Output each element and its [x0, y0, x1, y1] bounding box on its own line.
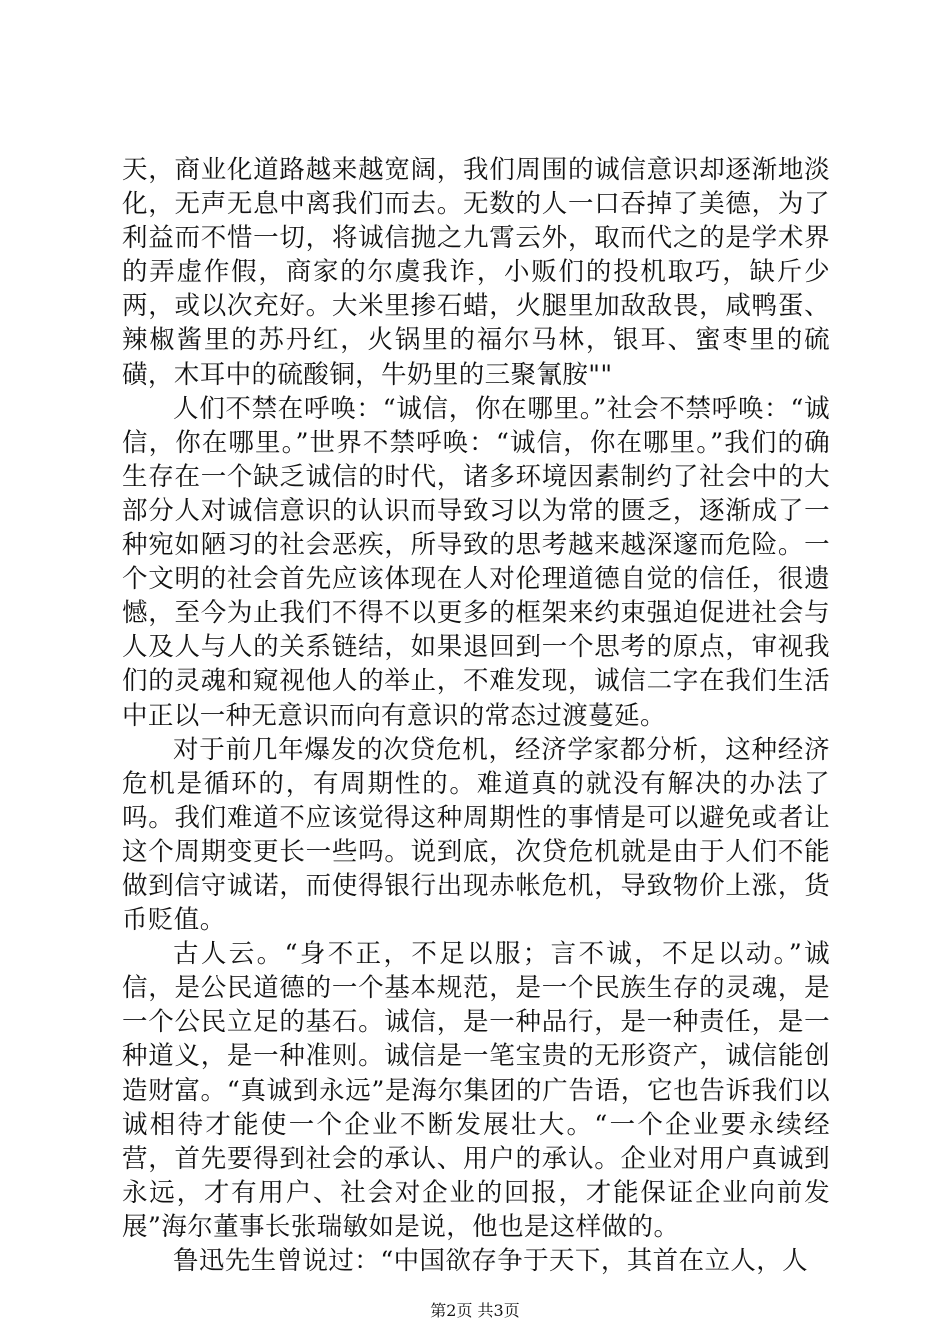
paragraph-subprime-crisis: 对于前几年爆发的次贷危机，经济学家都分析，这种经济危机是循环的，有周期性的。难道真的就没有解决的办法了吗。我们难道不应该觉得这种周期性的事情是可以避免或者让这个周期变更长一些吗。说到底，次贷危机就是由于人们不能做到信守诚诺，而使得银行出现赤帐危机，导致物价上涨，货币贬值。	[122, 734, 830, 936]
paragraph-continued: 天，商业化道路越来越宽阔，我们周围的诚信意识却逐渐地淡化，无声无息中离我们而去。无数的人一口吞掉了美德，为了利益而不惜一切，将诚信抛之九霄云外，取而代之的是学术界的弄虚作假，商家的尔虞我诈，小贩们的投机取巧，缺斤少两，或以次充好。大米里掺石蜡，火腿里加敌敌畏，咸鸭蛋、辣椒酱里的苏丹红，火锅里的福尔马林，银耳、蜜枣里的硫磺，木耳中的硫酸铜，牛奶里的三聚氰胺""	[122, 155, 830, 390]
paragraph-ancient-saying: 古人云。“身不正，不足以服；言不诚，不足以动。”诚信，是公民道德的一个基本规范，是一个民族生存的灵魂，是一个公民立足的基石。诚信，是一种品行，是一种责任，是一种道义，是一种准则。诚信是一笔宝贵的无形资产，诚信能创造财富。“真诚到永远”是海尔集团的广告语，它也告诉我们以诚相待才能使一个企业不断发展壮大。“一个企业要永续经营，首先要得到社会的承认、用户的承认。企业对用户真诚到永远，才有用户、社会对企业的回报，才能保证企业向前发展”海尔董事长张瑞敏如是说，他也是这样做的。	[122, 939, 830, 1242]
paragraph-lu-xun-quote: 鲁迅先生曾说过：“中国欲存争于天下，其首在立人，人	[173, 1246, 809, 1276]
paragraph-integrity-call: 人们不禁在呼唤：“诚信，你在哪里。”社会不禁呼唤：“诚信，你在哪里。”世界不禁呼唤：“诚信，你在哪里。”我们的确生存在一个缺乏诚信的时代，诸多环境因素制约了社会中的大部分人对诚信意识的认识而导致习以为常的匮乏，逐渐成了一种宛如陋习的社会恶疾，所导致的思考越来越深邃而危险。一个文明的社会首先应该体现在人对伦理道德自觉的信任，很遗憾，至今为止我们不得不以更多的框架来约束强迫促进社会与人及人与人的关系链结，如果退回到一个思考的原点，审视我们的灵魂和窥视他人的举止，不难发现，诚信二字在我们生活中正以一种无意识而向有意识的常态过渡蔓延。	[122, 393, 830, 731]
body-text	[122, 153, 830, 1278]
page-number-footer: 第2页 共3页	[430, 1301, 520, 1320]
